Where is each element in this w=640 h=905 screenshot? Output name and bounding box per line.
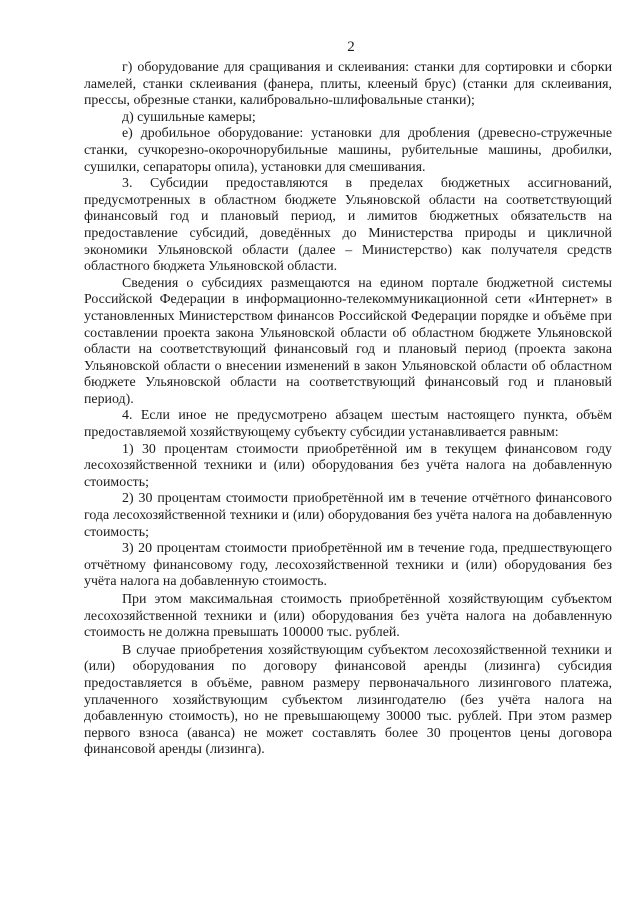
list-item-3-previous-year: 3) 20 процентам стоимости приобретённой им в течение года, предшествующего отчётному финансовому году, лесохозяйственной техники и (или) оборудования без учёта налога на добавленную стоимость. (84, 541, 612, 590)
paragraph-3-subsidy-limits: 3. Субсидии предоставляются в пределах бюджетных ассигнований, предусмотренных в областном бюджете Ульяновской области на соответствующий финансовый год и плановый период, и лимитов бюджетных обязательств на предоставление субсидий, доведённых до Министерства природы и цикличной экономики Ульяновской области (далее – Министерство) как получателя средств областного бюджета Ульяновской области. (84, 176, 612, 275)
paragraph-max-cost: При этом максимальная стоимость приобретённой хозяйствующим субъектом лесохозяйственной техники и (или) оборудования без учёта налога на добавленную стоимость не должна превышать 100000 тыс. рублей. (84, 592, 612, 641)
page-number: 2 (347, 39, 355, 55)
paragraph-subsidy-info-portal: Сведения о субсидиях размещаются на едином портале бюджетной системы Российской Федерации в информационно-телекоммуникационной сети «Интернет» в установленных Министерством финансов Российской Федерации порядке и объёме при составлении проекта закона Ульяновской области об областном бюджете Ульяновской области на соответствующий финансовый год и плановый период (проекта закона Ульяновской области о внесении изменений в закон Ульяновской области об областном бюджете Ульяновской области на соответствующий финансовый год и плановый период). (84, 275, 612, 407)
paragraph-leasing: В случае приобретения хозяйствующим субъектом лесохозяйственной техники и (или) оборудования по договору финансовой аренды (лизинга) субсидия предоставляется в объёме, равном размеру первоначального лизингового платежа, уплаченного хозяйствующим субъектом лизингодателю (без учёта налога на добавленную стоимость), но не превышающему 30000 тыс. рублей. При этом размер первого взноса (аванса) не может составлять более 30 процентов цены договора финансовой аренды (лизинга). (84, 642, 612, 758)
paragraph-4-subsidy-amount: 4. Если иное не предусмотрено абзацем шестым настоящего пункта, объём предоставляемой хозяйствующему субъекту субсидии устанавливается равным: (84, 408, 612, 441)
paragraph-d-drying-chambers: д) сушильные камеры; (122, 109, 256, 125)
paragraph-e-crushing-equipment: е) дробильное оборудование: установки для дробления (древесно-стружечные станки, сучкорезно-окорочнорубильные машины, рубительные машины, дробилки, сушилки, сепараторы опила), установки для смешивания. (84, 126, 612, 175)
list-item-1-current-year: 1) 30 процентам стоимости приобретённой им в текущем финансовом году лесохозяйственной техники и (или) оборудования без учёта налога на добавленную стоимость; (84, 441, 612, 490)
paragraph-g-equipment-splicing: г) оборудование для сращивания и склеивания: станки для сортировки и сборки ламелей, станки склеивания (фанера, плиты, клееный брус) (станки для склеивания, прессы, обрезные станки, калибровально-шлифовальные станки); (84, 60, 612, 109)
list-item-2-reporting-year: 2) 30 процентам стоимости приобретённой им в течение отчётного финансового года лесохозяйственной техники и (или) оборудования без учёта налога на добавленную стоимость; (84, 491, 612, 540)
